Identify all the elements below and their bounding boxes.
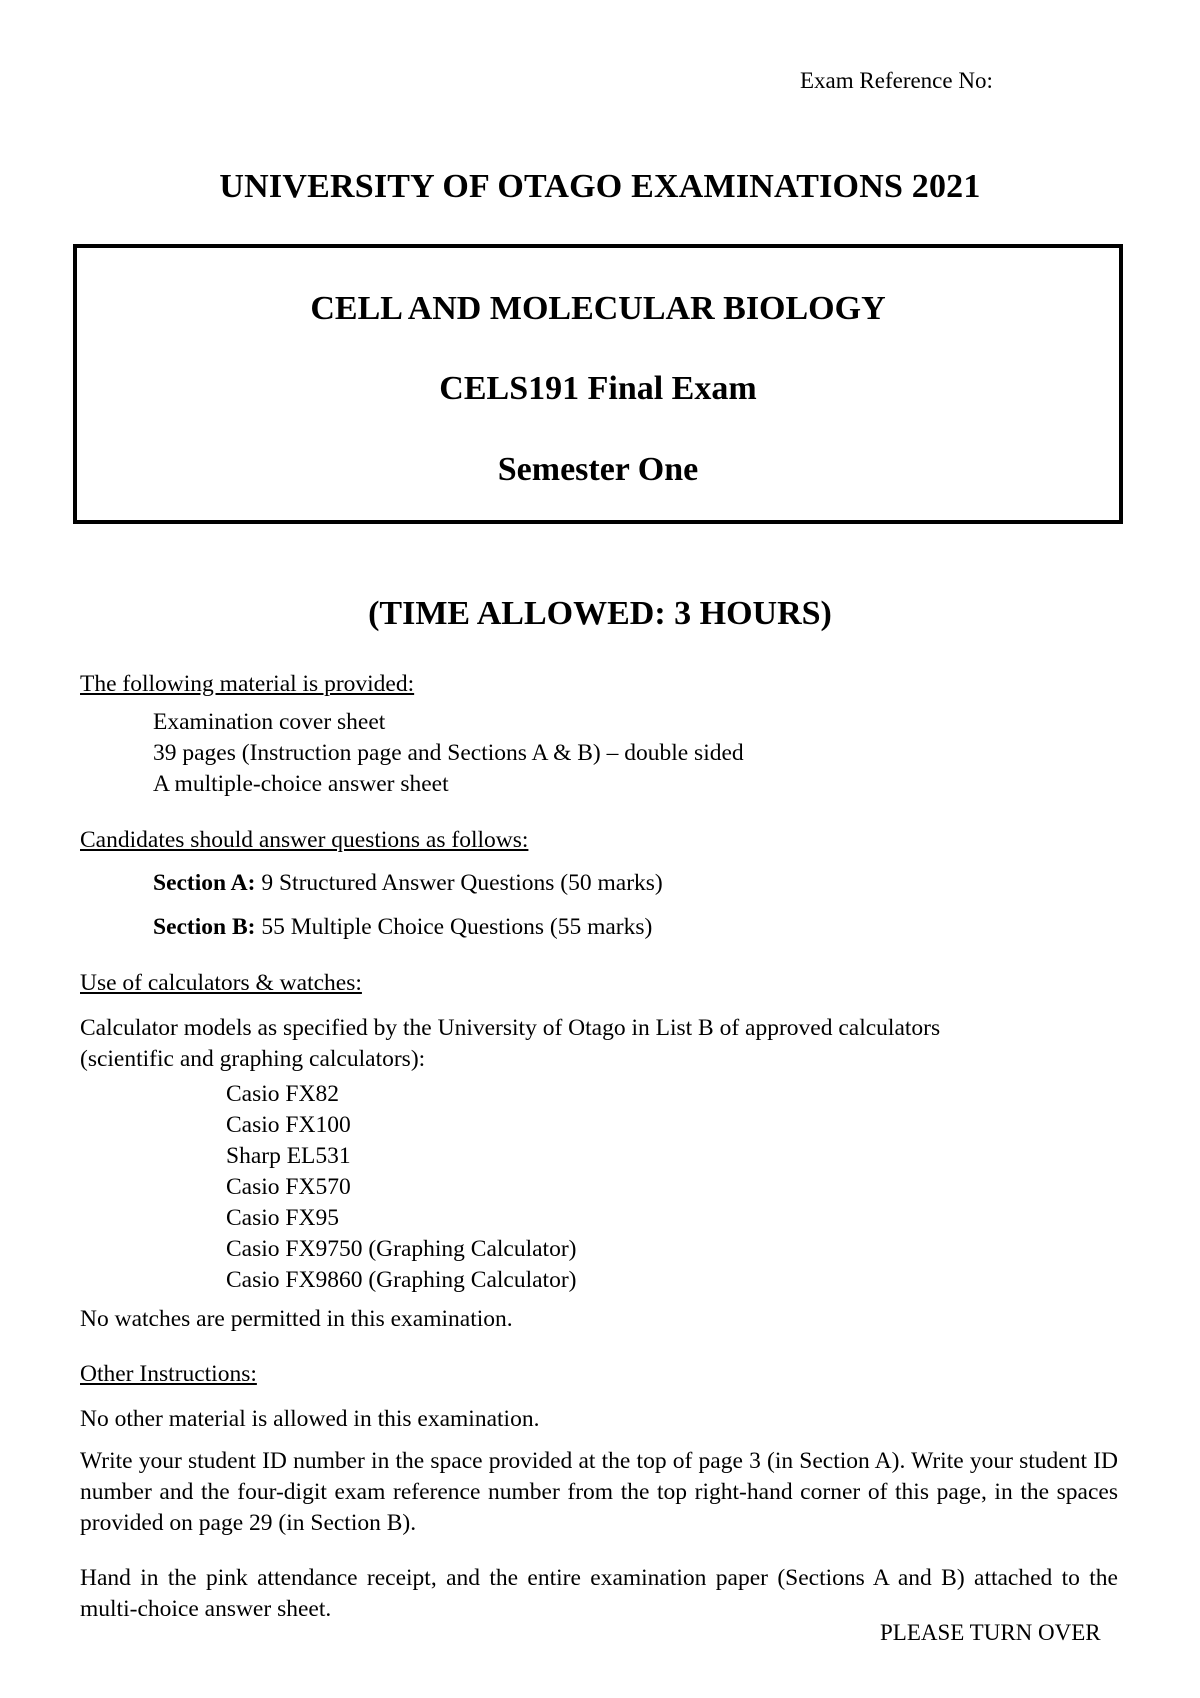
course-title-box [73,244,1123,524]
other-instructions-p1: No other material is allowed in this examination. [80,1406,540,1432]
calculators-heading: Use of calculators & watches: [80,970,362,996]
university-title: UNIVERSITY OF OTAGO EXAMINATIONS 2021 [219,168,981,205]
calculator-model: Casio FX570 [226,1174,351,1200]
time-allowed: (TIME ALLOWED: 3 HOURS) [368,595,832,632]
materials-item: A multiple-choice answer sheet [153,771,449,797]
materials-item: 39 pages (Instruction page and Sections A & B) – double sided [153,740,744,766]
calculator-model: Casio FX95 [226,1205,339,1231]
materials-heading: The following material is provided: [80,671,415,697]
other-instructions-p2: Write your student ID number in the space provided at the top of page 3 (in Section A). Write your student ID number and the four-digit exam reference number from the top right-hand corner of this page, in the spaces provided on page 29 (in Section B). [80,1448,1118,1536]
section-a-line [153,869,663,897]
other-instructions-heading: Other Instructions: [80,1361,257,1387]
calculators-intro-line1: Calculator models as specified by the University of Otago in List B of approved calculators [80,1015,941,1041]
exam-reference-label: Exam Reference No: [800,68,993,93]
calculators-intro-line2: (scientific and graphing calculators): [80,1046,426,1072]
calculator-model: Casio FX9860 (Graphing Calculator) [226,1267,577,1293]
other-instructions-p3: Hand in the pink attendance receipt, and the entire examination paper (Sections A and B) attached to the multi-choice answer sheet. [80,1565,1118,1622]
calculator-model: Casio FX100 [226,1112,351,1138]
section-a-text: 9 Structured Answer Questions (50 marks) [255,870,663,896]
subject-title: CELL AND MOLECULAR BIOLOGY [310,290,886,327]
section-b-line [153,913,652,941]
candidates-heading: Candidates should answer questions as follows: [80,827,529,853]
section-a-label: Section A: [153,870,256,896]
please-turn-over: PLEASE TURN OVER [880,1620,1101,1645]
calculator-model: Casio FX82 [226,1081,339,1107]
section-b-text: 55 Multiple Choice Questions (55 marks) [255,914,653,940]
materials-item: Examination cover sheet [153,709,386,735]
watches-note: No watches are permitted in this examination. [80,1306,513,1332]
course-title: CELS191 Final Exam [439,370,757,407]
section-b-label: Section B: [153,914,256,940]
calculator-model: Casio FX9750 (Graphing Calculator) [226,1236,577,1262]
calculator-model: Sharp EL531 [226,1143,351,1169]
semester-title: Semester One [497,451,699,488]
